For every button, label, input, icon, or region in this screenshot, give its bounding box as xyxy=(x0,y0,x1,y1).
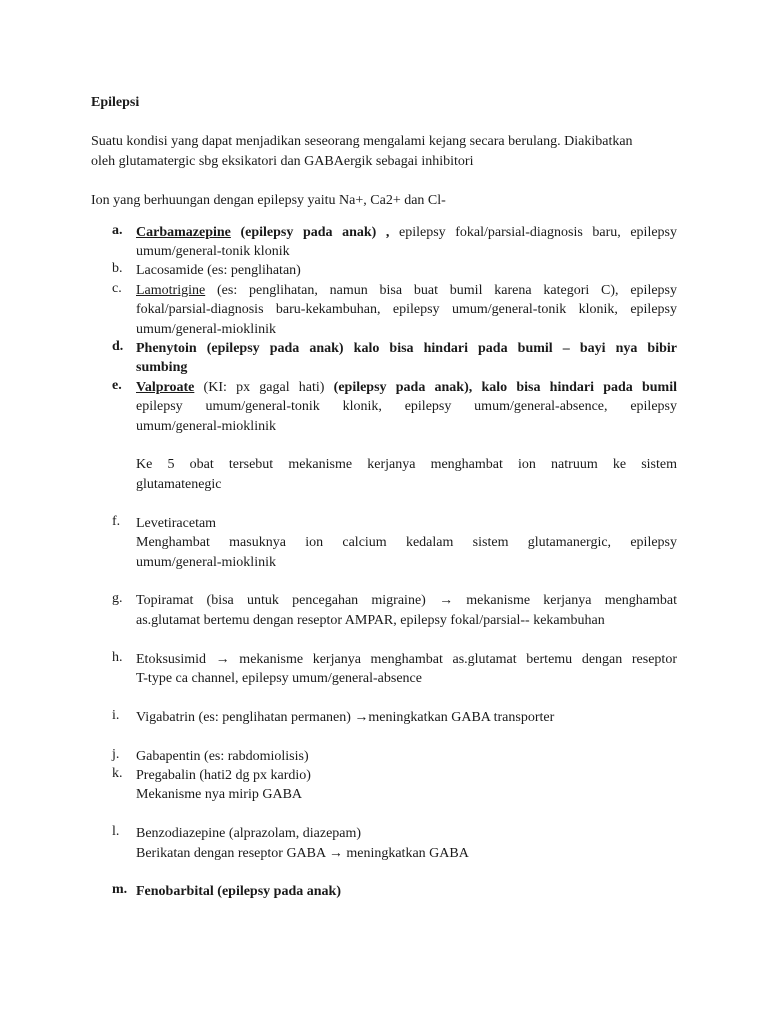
list-item-b xyxy=(91,261,677,280)
list-marker: e. xyxy=(112,377,122,393)
drug-name: Lamotrigine xyxy=(136,282,206,298)
item-text: Lacosamide (es: penglihatan) xyxy=(136,263,301,279)
list-marker: g. xyxy=(112,591,123,607)
list-marker: d. xyxy=(112,339,124,355)
list-item-f xyxy=(91,514,677,572)
spacer xyxy=(91,171,677,191)
list-item-d xyxy=(91,339,677,378)
item-text: mekanisme kerjanya menghambat xyxy=(453,593,677,609)
list-marker: a. xyxy=(112,222,123,238)
arrow-right-icon: → xyxy=(439,593,454,609)
item-text: umum/general-mioklinik xyxy=(136,418,276,434)
item-text: mekanisme kerjanya menghambat as.glutamat bertemu dengan reseptor xyxy=(229,651,677,667)
list-marker: i. xyxy=(112,707,120,723)
list-item-a xyxy=(91,223,677,262)
item-text: Levetiracetam xyxy=(136,515,217,531)
item-text: meningkatkan GABA transporter xyxy=(368,709,555,725)
item-text: Pregabalin (hati2 dg px kardio) xyxy=(136,767,311,783)
list-marker: j. xyxy=(112,746,120,762)
spacer xyxy=(91,112,677,132)
spacer xyxy=(91,630,677,649)
list-item-e xyxy=(91,378,677,494)
item-text: epilepsy umum/general-tonik klonik, epilepsy umum/general-absence, epilepsy xyxy=(136,399,677,415)
item-text: Berikatan dengan reseptor GABA xyxy=(136,845,329,861)
list-marker: h. xyxy=(112,649,123,665)
list-item-i xyxy=(91,708,677,727)
item-text: epilepsy fokal/parsial-diagnosis baru, epilepsy xyxy=(389,224,677,240)
drug-note: (epilepsy pada anak) , xyxy=(230,224,390,240)
item-text: Vigabatrin (es: penglihatan permanen) xyxy=(136,709,355,725)
intro-paragraph xyxy=(91,132,677,171)
item-text: umum/general-mioklinik xyxy=(136,554,276,570)
spacer xyxy=(91,494,677,513)
spacer xyxy=(91,572,677,591)
list-item-l xyxy=(91,824,677,863)
list-marker: f. xyxy=(112,513,121,529)
list-item-k xyxy=(91,766,677,805)
drug-note: (epilepsy pada anak), kalo bisa hindari pada bumil xyxy=(333,379,678,395)
item-text: (KI: px gagal hati) xyxy=(194,379,334,395)
list-item-h xyxy=(91,650,677,689)
mechanism-note: glutamatenegic xyxy=(136,476,222,492)
item-text: Benzodiazepine (alprazolam, diazepam) xyxy=(136,826,362,842)
spacer xyxy=(91,211,677,223)
spacer xyxy=(91,727,677,746)
item-text: Mekanisme nya mirip GABA xyxy=(136,787,303,803)
item-text: (es: penglihatan, namun bisa buat bumil karena kategori C), epilepsy xyxy=(205,282,677,298)
list-marker: c. xyxy=(112,280,122,296)
arrow-right-icon: → xyxy=(215,651,230,667)
document-title: Epilepsi xyxy=(91,95,140,110)
list-marker: b. xyxy=(112,261,123,277)
arrow-right-icon: → xyxy=(354,709,369,725)
item-text: sumbing xyxy=(136,360,188,376)
spacer xyxy=(136,436,677,455)
list-item-m xyxy=(91,882,677,901)
item-text: umum/general-mioklinik xyxy=(136,321,276,337)
item-text: Etoksusimid xyxy=(136,651,216,667)
item-text: Menghambat masuknya ion calcium kedalam sistem glutamanergic, epilepsy xyxy=(136,535,677,551)
intro-line-2: oleh glutamatergic sbg eksikatori dan GABAergik sebagai inhibitori xyxy=(91,153,474,169)
mechanism-note: Ke 5 obat tersebut mekanisme kerjanya menghambat ion natruum ke sistem xyxy=(136,457,677,473)
item-text: Gabapentin (es: rabdomiolisis) xyxy=(136,748,309,764)
item-text: meningkatkan GABA xyxy=(342,845,469,861)
list-marker: m. xyxy=(112,882,128,898)
spacer xyxy=(91,805,677,824)
list-item-c xyxy=(91,281,677,339)
drug-name: Valproate xyxy=(136,379,195,395)
arrow-right-icon: → xyxy=(328,845,343,861)
item-text: T-type ca channel, epilepsy umum/general-absence xyxy=(136,670,422,686)
ion-paragraph: Ion yang berhuungan dengan epilepsy yaitu Na+, Ca2+ dan Cl- xyxy=(91,193,446,209)
item-text: Fenobarbital (epilepsy pada anak) xyxy=(136,884,341,900)
list-item-j xyxy=(91,747,677,766)
item-text: umum/general-tonik klonik xyxy=(136,244,290,260)
item-text: fokal/parsial-diagnosis baru-kekambuhan, epilepsy umum/general-tonik klonik, epilepsy xyxy=(136,302,677,318)
list-item-g xyxy=(91,591,677,630)
item-text: Topiramat (bisa untuk pencegahan migraine) xyxy=(136,593,440,609)
drug-name: Carbamazepine xyxy=(136,224,231,240)
intro-line-1: Suatu kondisi yang dapat menjadikan seseorang mengalami kejang secara berulang. Diakibatkan xyxy=(91,134,633,150)
spacer xyxy=(91,688,677,707)
spacer xyxy=(91,863,677,882)
list-marker: k. xyxy=(112,765,123,781)
document-page xyxy=(91,93,677,902)
item-text: as.glutamat bertemu dengan reseptor AMPAR, epilepsy fokal/parsial-- kekambuhan xyxy=(136,612,605,628)
item-text: Phenytoin (epilepsy pada anak) kalo bisa hindari pada bumil – bayi nya bibir xyxy=(136,341,677,357)
list-marker: l. xyxy=(112,824,120,840)
